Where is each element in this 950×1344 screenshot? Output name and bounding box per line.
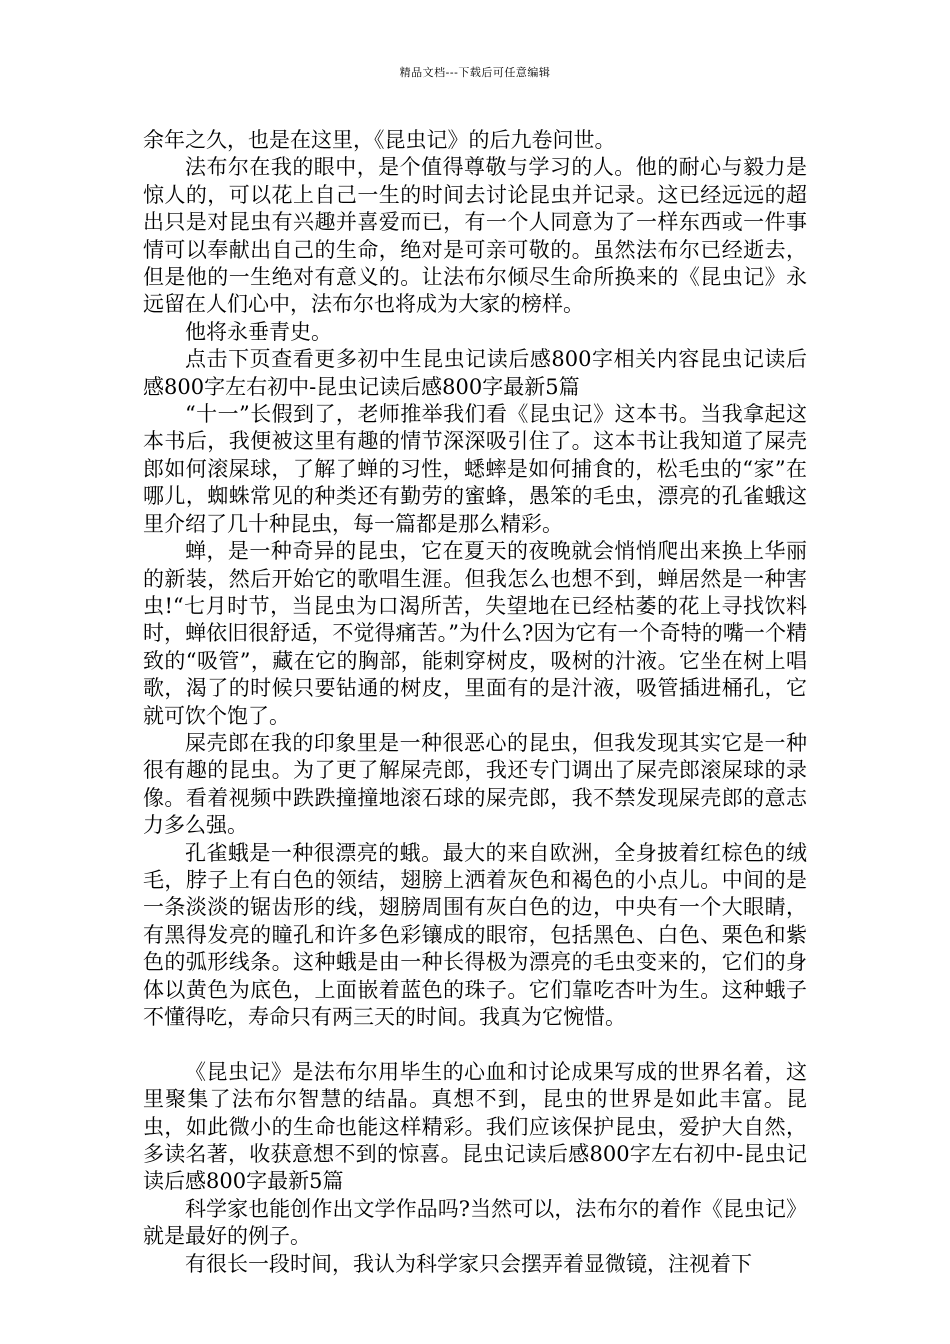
paragraph-immortal: 他将永垂青史。 (185, 319, 332, 344)
paragraph-dung-beetle: 屎壳郎在我的印象里是一种很恶心的昆虫，但我发现其实它是一种很有趣的昆虫。为了更了解屎壳郎，我还专门调出了屎壳郎滚屎球的录像。看着视频中跌跌撞撞地滚石球的屎壳郎，我不禁发现屎壳郎的意志力多么强。 (143, 730, 807, 838)
paragraph-continuation: 余年之久，也是在这里，《昆虫记》的后九卷问世。 (143, 128, 616, 152)
paragraph-conclusion: 《昆虫记》是法布尔用毕生的心血和讨论成果写成的世界名着，这里聚集了法布尔智慧的结晶。真想不到，昆虫的世界是如此丰富。昆虫，如此微小的生命也能这样精彩。我们应该保护昆虫，爱护大自然，多读名著，收获意想不到的惊喜。昆虫记读后感800字左右初中-昆虫记读后感800字最新5篇 (143, 1059, 807, 1194)
paragraph-holiday-reading: “十一”长假到了，老师推举我们看《昆虫记》这本书。当我拿起这本书后，我便被这里有趣的情节深深吸引住了。这本书让我知道了屎壳郎如何滚屎球，了解了蝉的习性，蟋蟀是如何捕食的，松毛虫的“家”在哪儿，蜘蛛常见的种类还有勤劳的蜜蜂，愚笨的毛虫，漂亮的孔雀蛾这里介绍了几十种昆虫，每一篇都是那么精彩。 (143, 402, 807, 536)
paragraph-microscope: 有很长一段时间，我认为科学家只会摆弄着显微镜，注视着下 (185, 1251, 752, 1276)
document-body (143, 127, 807, 1278)
page-header: 精品文档---下载后可任意编辑 (399, 66, 551, 79)
paragraph-peacock-moth: 孔雀蛾是一种很漂亮的蛾。最大的来自欧洲，全身披着红棕色的绒毛，脖子上有白色的领结，翅膀上洒着灰色和褐色的小点儿。中间的是一条淡淡的锯齿形的线，翅膀周围有灰白色的边，中央有一个大眼睛，有黑得发亮的瞳孔和许多色彩镶成的眼帘，包括黑色、白色、栗色和紫色的弧形线条。这种蛾是由一种长得极为漂亮的毛虫变来的，它们的身体以黄色为底色，上面嵌着蓝色的珠子。它们靠吃杏叶为生。这种蛾子不懂得吃，寿命只有两三天的时间。我真为它惋惜。 (143, 840, 807, 1029)
paragraph-cicada: 蝉，是一种奇异的昆虫，它在夏天的夜晚就会悄悄爬出来换上华丽的新装，然后开始它的歌唱生涯。但我怎么也想不到，蝉居然是一种害虫!“七月时节，当昆虫为口渴所苦，失望地在已经枯萎的花上寻找饮料时，蝉依旧很舒适，不觉得痛苦。”为什么?因为它有一个奇特的嘴一个精致的“吸管”，藏在它的胸部，能刺穿树皮，吸树的汁液。它坐在树上唱歌，渴了的时候只要钻通的树皮，里面有的是汁液，吸管插进桶孔，它就可饮个饱了。 (143, 539, 807, 728)
blank-line (143, 1031, 807, 1058)
paragraph-fabre-admiration: 法布尔在我的眼中，是个值得尊敬与学习的人。他的耐心与毅力是惊人的，可以花上自己一生的时间去讨论昆虫并记录。这已经远远的超出只是对昆虫有兴趣并喜爱而已，有一个人同意为了一样东西或一件事情可以奉献出自己的生命，绝对是可亲可敬的。虽然法布尔已经逝去，但是他的一生绝对有意义的。让法布尔倾尽生命所换来的《昆虫记》永远留在人们心中，法布尔也将成为大家的榜样。 (143, 155, 807, 317)
paragraph-next-page-link: 点击下页查看更多初中生昆虫记读后感800字相关内容昆虫记读后感800字左右初中-昆虫记读后感800字最新5篇 (143, 347, 807, 399)
paragraph-scientist-literature: 科学家也能创作出文学作品吗?当然可以，法布尔的着作《昆虫记》就是最好的例子。 (143, 1196, 807, 1249)
